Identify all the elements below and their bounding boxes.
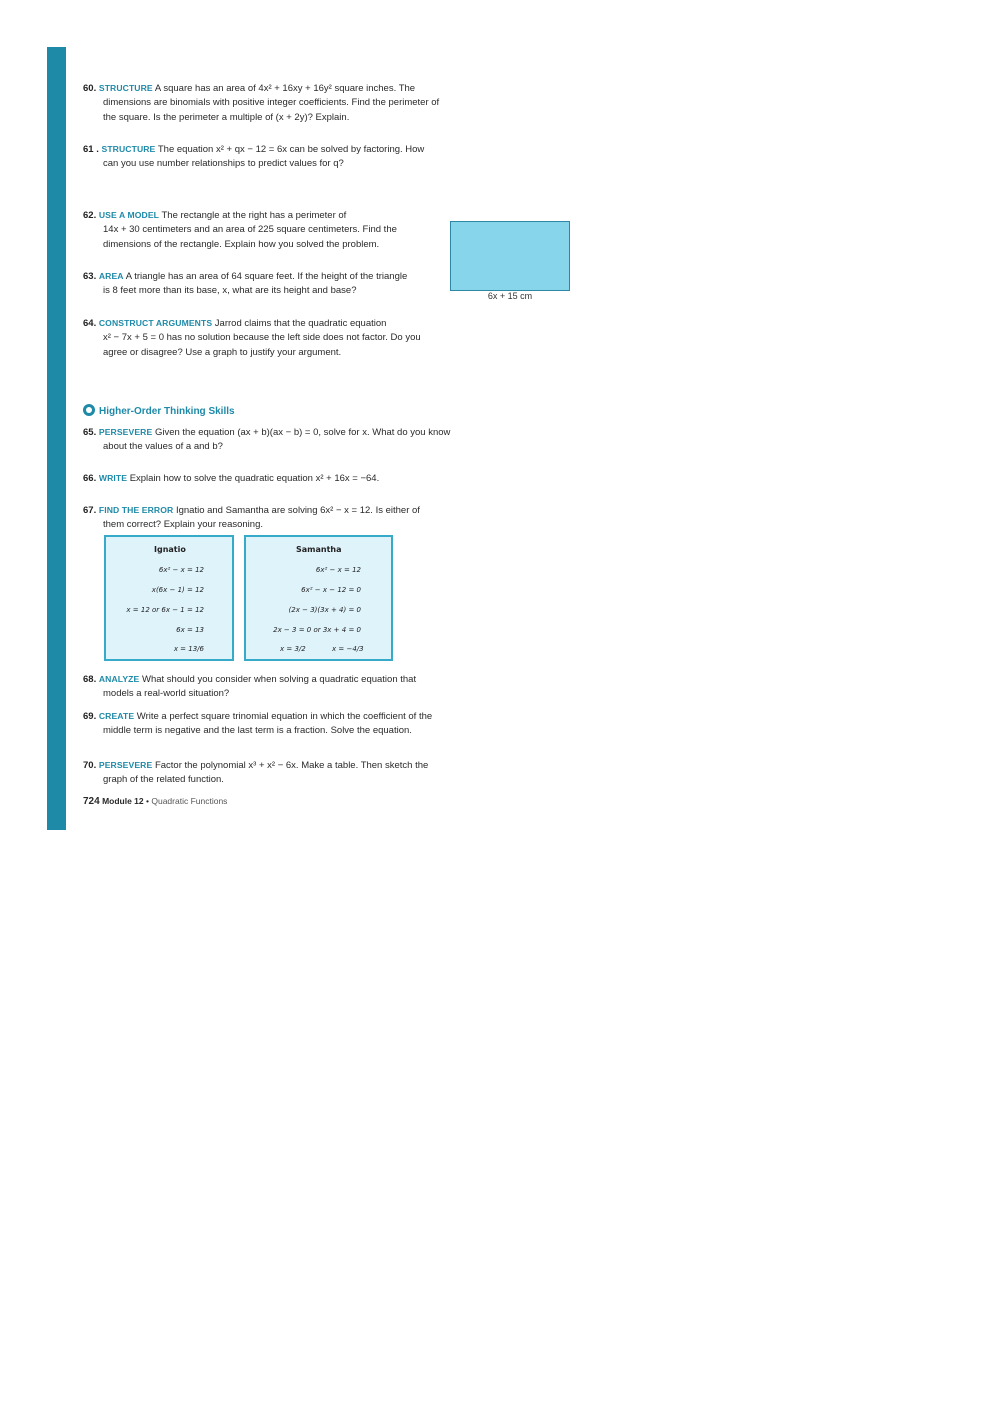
problem-text: The rectangle at the right has a perimeter of	[161, 210, 347, 221]
problem-text: Factor the polynomial x³ + x² − 6x. Make a table. Then sketch the	[154, 760, 429, 771]
problem-64	[83, 316, 503, 360]
problem-number: 67.	[83, 505, 97, 516]
samantha-name: Samantha	[296, 545, 342, 554]
problem-text: middle term is negative and the last term is a fraction. Solve the equation.	[103, 725, 412, 737]
problem-text: models a real-world situation?	[103, 688, 230, 700]
problem-text: is 8 feet more than its base, x, what are its height and base?	[103, 285, 357, 297]
problem-text: Write a perfect square trinomial equation in which the coefficient of the	[136, 711, 433, 722]
ignatio-work-box	[104, 535, 234, 661]
problem-text: 14x + 30 centimeters and an area of 225 square centimeters. Find the	[103, 224, 397, 236]
work-line: 6x² − x = 12	[315, 566, 361, 574]
work-line: x = −4/3	[332, 645, 364, 653]
problem-60	[83, 81, 503, 125]
work-line: 6x² − x = 12	[158, 566, 204, 574]
work-line: (2x − 3)(3x + 4) = 0	[288, 606, 361, 614]
problem-text: A square has an area of 4x² + 16xy + 16y² square inches. The	[154, 83, 416, 94]
problem-61	[83, 142, 503, 172]
module-title: Quadratic Functions	[151, 796, 228, 806]
page-number: 724	[83, 796, 100, 807]
problem-text: dimensions of the rectangle. Explain how you solved the problem.	[103, 238, 380, 250]
problem-number: 66.	[83, 473, 97, 484]
problem-keyword: STRUCTURE	[98, 83, 153, 93]
problem-number: 61 .	[83, 144, 99, 155]
problem-number: 62.	[83, 210, 97, 221]
problem-67	[83, 503, 503, 533]
work-line: 6x = 13	[176, 626, 204, 634]
samantha-work-box	[244, 535, 393, 661]
problem-text: What should you consider when solving a quadratic equation that	[142, 674, 417, 685]
problem-text: The equation x² + qx − 12 = 6x can be solved by factoring. How	[157, 144, 425, 155]
work-line: 2x − 3 = 0 or 3x + 4 = 0	[273, 626, 361, 634]
problem-keyword: PERSEVERE	[98, 427, 153, 437]
problem-62	[83, 208, 503, 252]
problem-number: 60.	[83, 83, 97, 94]
work-line: 6x² − x − 12 = 0	[301, 586, 361, 594]
problem-number: 68.	[83, 674, 97, 685]
module-label: Module 12	[102, 796, 144, 806]
problem-text: Explain how to solve the quadratic equation x² + 16x = −64.	[129, 473, 380, 484]
page-footer	[83, 796, 227, 807]
work-line: x(6x − 1) = 12	[151, 586, 204, 594]
problem-text: graph of the related function.	[103, 774, 224, 786]
problem-keyword: USE A MODEL	[98, 210, 160, 220]
problem-65	[83, 425, 513, 455]
rectangle-label: 6x + 15 cm	[487, 291, 533, 301]
problem-text: agree or disagree? Use a graph to justify your argument.	[103, 346, 342, 358]
problem-keyword: FIND THE ERROR	[98, 505, 174, 515]
problem-70	[83, 758, 503, 788]
problem-66	[83, 471, 503, 486]
problem-text: Given the equation (ax + b)(ax − b) = 0, solve for x. What do you know	[154, 427, 451, 438]
work-line: x = 12 or 6x − 1 = 12	[126, 606, 204, 614]
problem-text: Ignatio and Samantha are solving 6x² − x = 12. Is either of	[175, 505, 420, 516]
problem-keyword: CREATE	[98, 711, 135, 721]
problem-text: the square. Is the perimeter a multiple of (x + 2y)? Explain.	[103, 111, 350, 123]
problem-68	[83, 672, 503, 702]
work-line: x = 3/2	[280, 645, 306, 653]
problem-63	[83, 269, 463, 299]
rectangle-figure	[450, 221, 570, 291]
work-line: x = 13/6	[173, 645, 204, 653]
side-accent-bar	[47, 47, 66, 830]
problem-keyword: STRUCTURE	[101, 144, 156, 154]
problem-number: 65.	[83, 427, 97, 438]
ignatio-name: Ignatio	[154, 545, 186, 554]
hots-title: Higher-Order Thinking Skills	[99, 406, 235, 417]
problem-text: A triangle has an area of 64 square feet. If the height of the triangle	[125, 271, 408, 282]
problem-text: Jarrod claims that the quadratic equation	[214, 318, 387, 329]
problem-keyword: PERSEVERE	[98, 760, 153, 770]
hots-heading	[83, 404, 235, 417]
problem-number: 64.	[83, 318, 97, 329]
problem-number: 63.	[83, 271, 97, 282]
footer-separator: •	[146, 796, 149, 806]
problem-text: dimensions are binomials with positive integer coefficients. Find the perimeter of	[103, 97, 440, 109]
problem-text: them correct? Explain your reasoning.	[103, 519, 263, 531]
problem-text: can you use number relationships to predict values for q?	[103, 158, 344, 170]
problem-keyword: ANALYZE	[98, 674, 140, 684]
problem-number: 69.	[83, 711, 97, 722]
problem-keyword: WRITE	[98, 473, 128, 483]
problem-number: 70.	[83, 760, 97, 771]
problem-text: about the values of a and b?	[103, 441, 223, 453]
problem-69	[83, 709, 503, 739]
brain-icon	[83, 404, 95, 416]
problem-keyword: CONSTRUCT ARGUMENTS	[98, 318, 213, 328]
problem-text: x² − 7x + 5 = 0 has no solution because the left side does not factor. Do you	[103, 332, 421, 344]
problem-keyword: AREA	[98, 271, 124, 281]
